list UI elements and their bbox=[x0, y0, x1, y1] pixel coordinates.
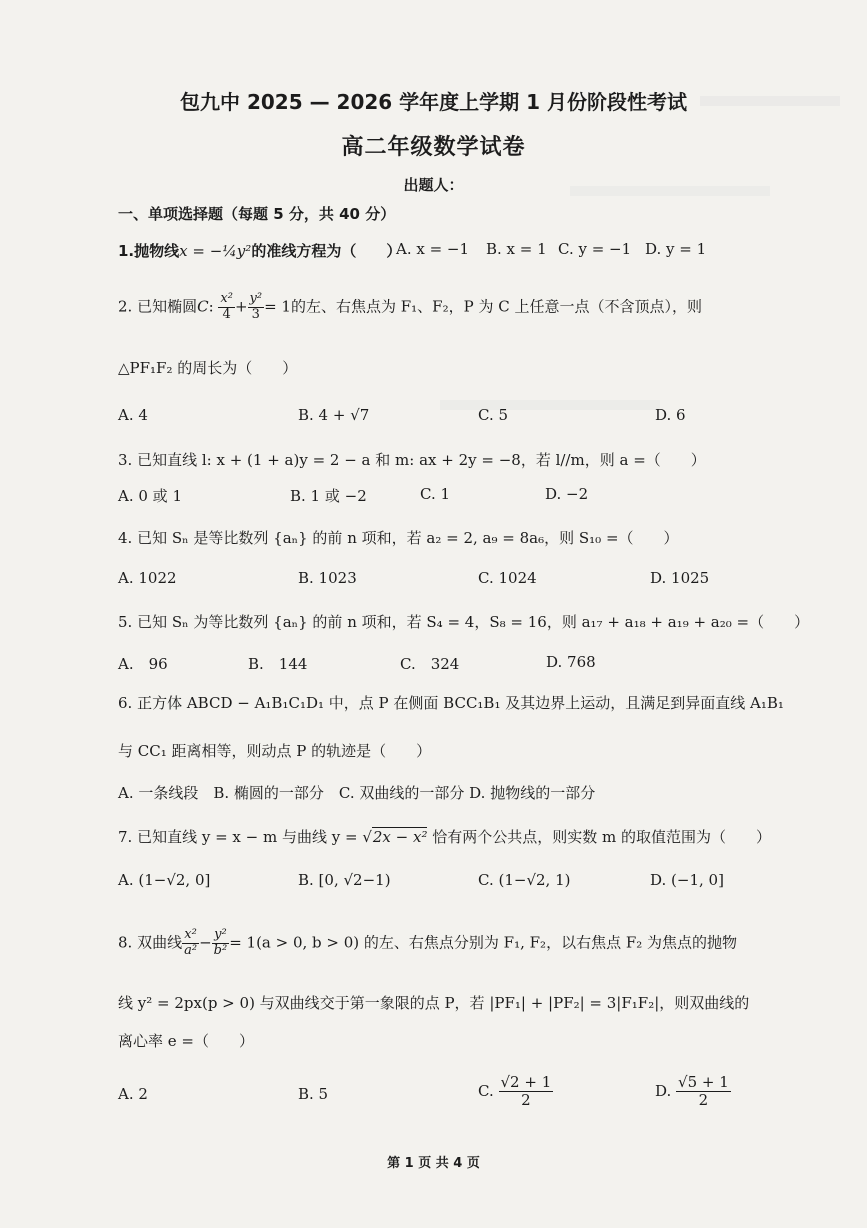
author-label: 出题人： bbox=[403, 176, 464, 194]
q3-option-a: A. 0 或 1 bbox=[118, 487, 182, 505]
q8-option-a: A. 2 bbox=[118, 1085, 148, 1103]
question-6-line-1: 6. 正方体 ABCD − A₁B₁C₁D₁ 中，点 P 在侧面 BCC₁B₁ 及其边界上运动，且满足到异面直线 A₁B₁ bbox=[118, 694, 784, 712]
question-8-line-3: 离心率 e =（ ） bbox=[118, 1032, 254, 1050]
q7-option-d: D. (−1, 0] bbox=[650, 871, 724, 889]
q3-option-d: D. −2 bbox=[545, 485, 589, 503]
page-footer: 第 1 页 共 4 页 bbox=[387, 1156, 480, 1171]
q4-option-b: B. 1023 bbox=[298, 569, 357, 587]
q3-option-c: C. 1 bbox=[420, 485, 451, 503]
q8-option-c: C. $\frac{√2 + 1}{2}$ bbox=[478, 1073, 552, 1110]
q7-option-c: C. (1−√2, 1) bbox=[478, 871, 571, 889]
question-8-line-1: 8. 双曲线 $\frac{\text{x²}}{\text{a²}}$ − $\frac{\text{y²}}{\text{b²}}$ = 1(a > 0, b > 0) 的左、右焦点分别为 F₁, F₂，以右焦点 F₂ 为焦点的抛物 bbox=[118, 927, 738, 958]
q5-option-b: B. 144 bbox=[248, 655, 308, 673]
q5-option-c: C. 324 bbox=[400, 655, 460, 673]
q1-option-d: D. y = 1 bbox=[645, 240, 707, 258]
q1-option-b: B. x = 1 bbox=[486, 240, 547, 258]
q3-option-b: B. 1 或 −2 bbox=[290, 487, 367, 505]
q2-option-a: A. 4 bbox=[118, 406, 148, 424]
bleed-through-mark bbox=[440, 400, 660, 410]
q4-option-c: C. 1024 bbox=[478, 569, 537, 587]
question-8-line-2: 线 y² = 2px(p > 0) 与双曲线交于第一象限的点 P，若 |PF₁| + |PF₂| = 3|F₁F₂|，则双曲线的 bbox=[118, 994, 750, 1012]
ellipse-term-x: $\frac{\text{x²}}{4}$ bbox=[220, 291, 233, 322]
q8-option-d: D. $\frac{√5 + 1}{2}$ bbox=[655, 1073, 729, 1110]
ellipse-term-y: $\frac{\text{y²}}{3}$ bbox=[249, 291, 263, 322]
q6-options: A. 一条线段 B. 椭圆的一部分 C. 双曲线的一部分 D. 抛物线的一部分 bbox=[118, 784, 596, 802]
hyperbola-term-x: $\frac{\text{x²}}{\text{a²}}$ bbox=[184, 927, 198, 958]
q7-option-b: B. [0, √2−1) bbox=[298, 871, 391, 889]
q2-option-d: D. 6 bbox=[655, 406, 686, 424]
question-6-line-2: 与 CC₁ 距离相等，则动点 P 的轨迹是（ ） bbox=[118, 742, 432, 760]
question-5: 5. 已知 Sₙ 为等比数列 {aₙ} 的前 n 项和，若 S₄ = 4，S₈ = 16，则 a₁₇ + a₁₈ + a₁₉ + a₂₀ =（ ） bbox=[118, 613, 810, 631]
q5-option-d: D. 768 bbox=[546, 653, 596, 671]
q7-option-a: A. (1−√2, 0] bbox=[118, 871, 211, 889]
hyperbola-term-y: $\frac{\text{y²}}{\text{b²}}$ bbox=[213, 927, 228, 958]
question-4: 4. 已知 Sₙ 是等比数列 {aₙ} 的前 n 项和，若 a₂ = 2, a₉ = 8a₆，则 S₁₀ =（ ） bbox=[118, 529, 679, 547]
q2-option-b: B. 4 + √7 bbox=[298, 406, 370, 424]
q2-option-c: C. 5 bbox=[478, 406, 509, 424]
question-1: 1.抛物线x = −¼y²的准线方程为（ ） bbox=[118, 242, 402, 260]
question-3: 3. 已知直线 l: x + (1 + a)y = 2 − a 和 m: ax + 2y = −8，若 l//m，则 a =（ ） bbox=[118, 451, 706, 469]
q4-option-d: D. 1025 bbox=[650, 569, 710, 587]
exam-title: 包九中 2025 — 2026 学年度上学期 1 月份阶段性考试 bbox=[179, 90, 688, 114]
q4-option-a: A. 1022 bbox=[118, 569, 177, 587]
radicand: 2x − x² bbox=[372, 828, 428, 846]
question-7: 7. 已知直线 y = x − m 与曲线 y = √2x − x² 恰有两个公共点，则实数 m 的取值范围为（ ） bbox=[118, 828, 772, 846]
q8-option-b: B. 5 bbox=[298, 1085, 329, 1103]
q1-expr: x = −¼y² bbox=[179, 242, 252, 260]
section-title: 一、单项选择题（每题 5 分，共 40 分） bbox=[118, 205, 396, 223]
exam-subtitle: 高二年级数学试卷 bbox=[341, 135, 526, 160]
question-2-line-1: 2. 已知椭圆C: $\frac{\text{x²}}{4}$ + $\frac{\text{y²}}{3}$ = 1的左、右焦点为 F₁、F₂，P 为 C 上任意一点（不含顶点），则 bbox=[118, 291, 702, 322]
q1-option-a: A. x = −1 bbox=[396, 240, 470, 258]
q5-option-a: A. 96 bbox=[118, 655, 168, 673]
q1-option-c: C. y = −1 bbox=[558, 240, 632, 258]
question-2-line-2: △PF₁F₂ 的周长为（ ） bbox=[118, 359, 298, 377]
